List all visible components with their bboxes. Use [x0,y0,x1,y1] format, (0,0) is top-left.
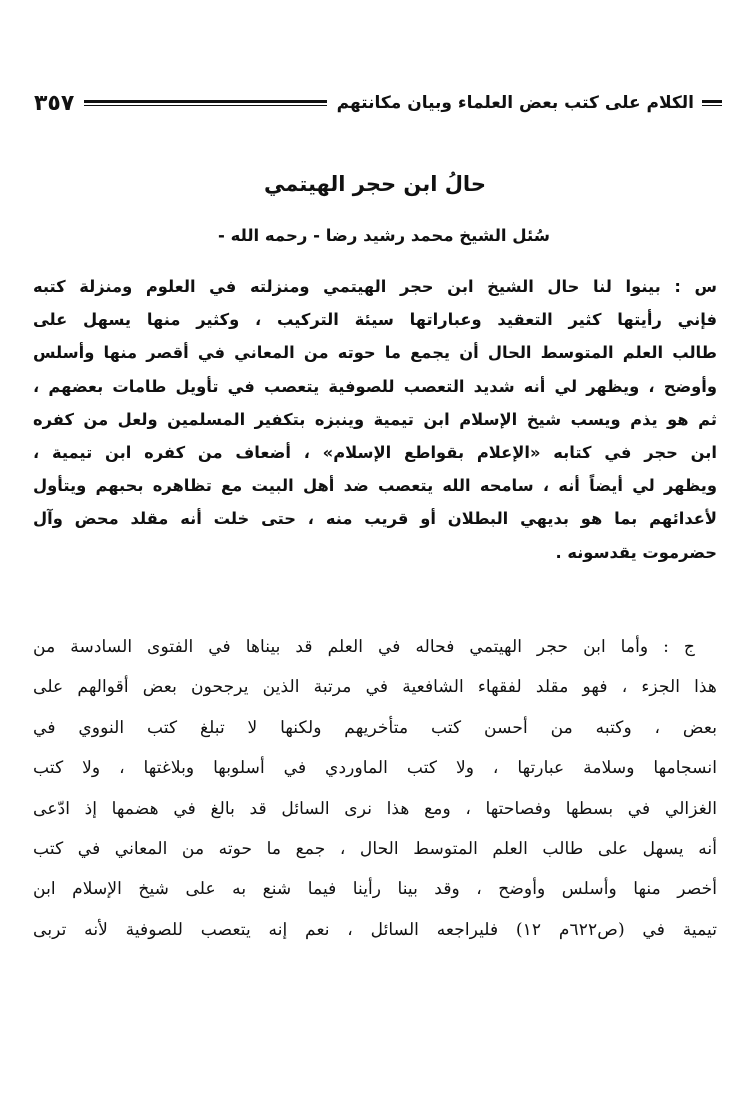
answer-line: انسجامها وسلامة عبارتها ، ولا كتب الماوردي في أسلوبها وبلاغتها ، ولا كتب [33,758,717,779]
section-title: حالُ ابن حجر الهيتمي [264,172,486,196]
question-line: ابن حجر في كتابه «الإعلام بقواطع الإسلام» ، أضعاف من كفره ابن تيمية ، [33,442,717,462]
question-line: س : بينوا لنا حال الشيخ ابن حجر الهيتمي ومنزلته في العلوم ومنزلة كتبه [33,277,717,296]
question-line: فإني رأيتها كثير التعقيد وعباراتها سيئة التركيب ، وكثير منها يسهل على [33,310,717,330]
answer-line: أخصر منها وأسلس وأوضح ، وقد بينا رأينا فيما شنع به على شيخ الإسلام ابن [33,879,717,900]
header-rule-right [702,100,722,106]
running-title: الكلام على كتب بعض العلماء وبيان مكانتهم [336,93,694,113]
running-header [34,88,722,118]
question-block [33,270,717,569]
answer-line: أنه يسهل على طالب العلم المتوسط الحال ، جمع ما حوته من المعاني في كتب [33,838,717,859]
answer-line: تيمية في (ص٦٢٢م ١٢) فليراجعه السائل ، نعم إنه يتعصب للصوفية لأنه تربى [33,919,717,940]
question-line: وأوضح ، ويظهر لي أنه شديد التعصب للصوفية يتعصب في تأويل طامات بعضهم ، [33,376,717,396]
section-subtitle: سُئل الشيخ محمد رشيد رضا - رحمه الله - [218,226,550,245]
question-line: ويظهر لي أيضاً أنه ، سامحه الله يتعصب ضد أهل البيت مع تظاهره بحبهم ويتأول [33,476,717,496]
question-line: لأعدائهم بما هو بديهي البطلان أو قريب منه ، حتى خلت أنه مقلد محض وآل [33,509,717,529]
header-rule-left [84,100,326,106]
question-line: طالب العلم المتوسط الحال أن يجمع ما حوته من المعاني في أقصر منها وأسلس [33,343,717,363]
question-line: حضرموت يقدسونه . [555,542,717,562]
answer-block [33,627,717,950]
answer-line: بعض ، وكتبه من أحسن كتب متأخريهم ولكنها لا تبلغ كتب النووي في [33,717,717,738]
answer-line: الغزالي في بسطها وفصاحتها ، ومع هذا نرى السائل قد بالغ في هضمها إذ ادّعى [33,798,717,819]
question-line: ثم هو يذم ويسب شيخ الإسلام ابن تيمية وينبزه بتكفير المسلمين ولعل من كفره [33,409,717,429]
answer-line: ج : وأما ابن حجر الهيتمي فحاله في العلم قد بيناها في الفتوى السادسة من [33,637,695,657]
page-number: ٣٥٧ [34,90,75,116]
answer-line: هذا الجزء ، فهو مقلد لفقهاء الشافعية في مرتبة الذين يرجحون بعض أقوالهم على [33,677,717,698]
